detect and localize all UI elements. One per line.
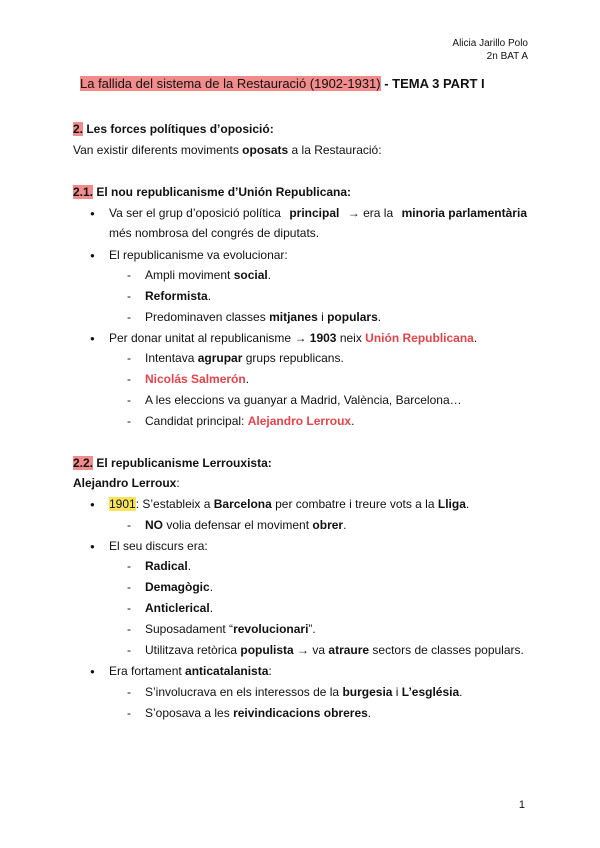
dash-icon: - <box>127 268 131 282</box>
sub-list-item: Intentava agrupar grups republicans. <box>145 351 344 365</box>
sub-list-item: Demagògic. <box>145 580 214 594</box>
sub-list-item: Anticlerical. <box>145 601 214 615</box>
sub-list-item: Predominaven classes mitjanes i populars. <box>145 310 382 324</box>
dash-icon: - <box>127 643 131 657</box>
section-number: 2.2. <box>73 456 94 470</box>
bullet-icon: ● <box>90 209 95 218</box>
list-item: El republicanisme va evolucionar: <box>109 248 288 262</box>
dash-icon: - <box>127 372 131 386</box>
sub-list-item: Candidat principal: Alejandro Lerroux. <box>145 414 355 428</box>
section-title: Les forces polítiques d’oposició: <box>83 122 274 136</box>
section-2-heading <box>73 122 274 137</box>
list-item-continuation: més nombrosa del congrés de diputats. <box>109 226 320 240</box>
section-2-1-heading <box>73 185 351 200</box>
sub-list-item: S’oposava a les reivindicacions obreres. <box>145 706 372 720</box>
dash-icon: - <box>127 559 131 573</box>
section-title: El nou republicanisme d’Unión Republicana: <box>93 185 352 199</box>
dash-icon: - <box>127 310 131 324</box>
bullet-icon: ● <box>90 542 95 551</box>
dash-icon: - <box>127 706 131 720</box>
title-topic: - TEMA 3 PART I <box>380 76 485 91</box>
title-highlight: La fallida del sistema de la Restauració (1902-1931) <box>80 76 381 91</box>
sub-list-item: Reformista. <box>145 289 212 303</box>
highlight-term: Nicolás Salmerón <box>145 372 246 386</box>
bullet-icon: ● <box>90 667 95 676</box>
section-2-intro: Van existir diferents moviments oposats a la Restauració: <box>73 143 382 157</box>
sub-list-item: NO volia defensar el moviment obrer. <box>145 518 347 532</box>
sub-list-item: Ampli moviment social. <box>145 268 272 282</box>
subheading: Alejandro Lerroux: <box>73 476 180 490</box>
bullet-icon: ● <box>90 251 95 260</box>
dash-icon: - <box>127 518 131 532</box>
dash-icon: - <box>127 601 131 615</box>
dash-icon: - <box>127 289 131 303</box>
highlight-term: Alejandro Lerroux <box>247 414 352 428</box>
author-name: Alicia Jarillo Polo <box>452 38 528 49</box>
dash-icon: - <box>127 351 131 365</box>
sub-list-item: Utilitzava retòrica populista → va atraure sectors de classes populars. <box>145 643 524 657</box>
sub-list-item: A les eleccions va guanyar a Madrid, València, Barcelona… <box>145 393 462 407</box>
section-number: 2. <box>73 122 84 136</box>
dash-icon: - <box>127 580 131 594</box>
sub-list-item: Suposadament “revolucionari”. <box>145 622 316 636</box>
sub-list-item: Nicolás Salmerón. <box>145 372 250 386</box>
list-item: Va ser el grup d’oposició política principal → era la minoria parlamentària <box>109 206 527 220</box>
dash-icon: - <box>127 622 131 636</box>
list-item: Era fortament anticatalanista: <box>109 664 272 678</box>
dash-icon: - <box>127 414 131 428</box>
page-number: 1 <box>518 799 525 811</box>
list-item: 1901: S’estableix a Barcelona per combatre i treure vots a la Lliga. <box>109 497 470 511</box>
year-highlight: 1901 <box>109 497 136 511</box>
highlight-term: Unión Republicana <box>365 331 474 345</box>
dash-icon: - <box>127 685 131 699</box>
dash-icon: - <box>127 393 131 407</box>
bullet-icon: ● <box>90 334 95 343</box>
page-title <box>80 76 485 91</box>
course-label: 2n BAT A <box>486 51 528 62</box>
section-title: El republicanisme Lerrouxista: <box>93 456 272 470</box>
bullet-icon: ● <box>90 500 95 509</box>
section-2-2-heading <box>73 456 272 471</box>
sub-list-item: S’involucrava en els interessos de la burgesia i L’església. <box>145 685 463 699</box>
sub-list-item: Radical. <box>145 559 192 573</box>
list-item: Per donar unitat al republicanisme → 1903 neix Unión Republicana. <box>109 331 478 345</box>
list-item: El seu discurs era: <box>109 539 208 553</box>
section-number: 2.1. <box>73 185 94 199</box>
